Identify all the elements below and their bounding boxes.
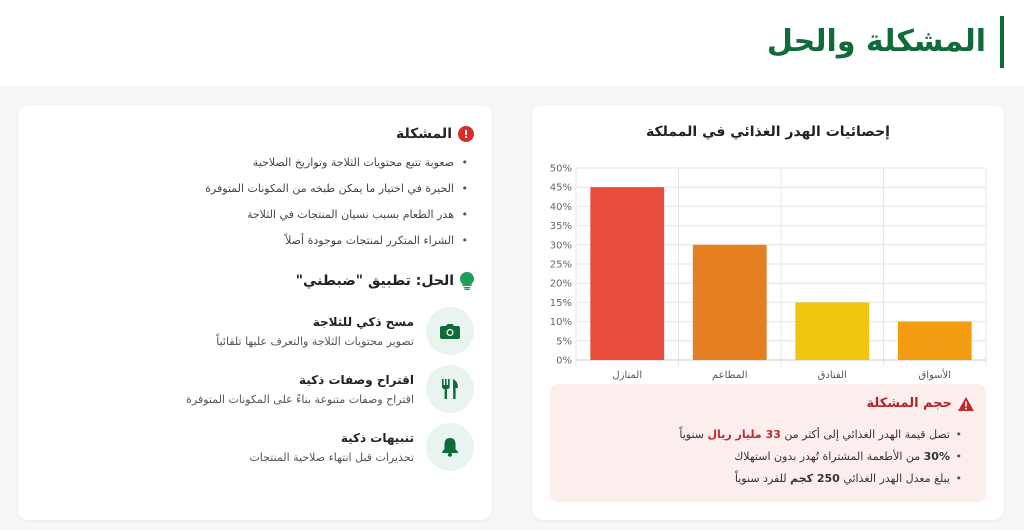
problem-title: المشكلة bbox=[395, 126, 452, 142]
item-text: يبلغ معدل الهدر الغذائي bbox=[839, 472, 950, 485]
list-item bbox=[679, 446, 962, 468]
item-text: تصل قيمة الهدر الغذائي إلى أكثر من bbox=[780, 428, 950, 441]
item-text: للفرد سنوياً bbox=[734, 472, 791, 485]
y-tick-label: 15% bbox=[549, 297, 572, 309]
y-tick-label: 25% bbox=[549, 259, 572, 271]
y-tick-label: 30% bbox=[549, 240, 572, 252]
item-highlight: 250 كجم bbox=[790, 472, 840, 485]
item-highlight: 30% bbox=[923, 450, 950, 463]
problem-list bbox=[205, 150, 468, 254]
y-tick-label: 35% bbox=[549, 221, 572, 233]
feature-text bbox=[249, 431, 414, 464]
feature-alerts bbox=[34, 422, 474, 472]
solution-section-title bbox=[296, 272, 474, 290]
title-wrap bbox=[767, 16, 1004, 68]
x-tick-label: الفنادق bbox=[817, 370, 847, 381]
y-tick-label: 10% bbox=[549, 317, 572, 329]
y-tick-label: 20% bbox=[549, 278, 572, 290]
solution-title: الحل: تطبيق "ضبطني" bbox=[295, 273, 454, 289]
y-tick-label: 45% bbox=[549, 182, 572, 194]
problem-size-list bbox=[679, 424, 962, 490]
problem-section-title bbox=[396, 126, 474, 142]
feature-title: تنبيهات ذكية bbox=[340, 430, 414, 445]
bar-4 bbox=[898, 322, 972, 360]
problem-solution-card bbox=[18, 106, 492, 520]
feature-icon-wrap bbox=[426, 365, 474, 413]
problem-size-title: حجم المشكلة bbox=[866, 396, 952, 411]
list-item bbox=[679, 468, 962, 490]
y-tick-label: 40% bbox=[549, 201, 572, 213]
item-highlight: 33 مليار ريال bbox=[707, 428, 781, 441]
chart-title: إحصائيات الهدر الغذائي في المملكة bbox=[646, 124, 890, 140]
bar-2 bbox=[693, 245, 767, 360]
y-tick-label: 0% bbox=[556, 355, 572, 367]
feature-text bbox=[216, 315, 414, 348]
camera-icon bbox=[440, 323, 460, 339]
feature-title: اقتراح وصفات ذكية bbox=[298, 372, 414, 387]
x-tick-label: الأسواق bbox=[918, 370, 952, 381]
list-item: • صعوبة تتبع محتويات الثلاجة وتواريخ الصلاحية bbox=[205, 150, 468, 176]
list-item bbox=[679, 424, 962, 446]
feature-recipes bbox=[34, 364, 474, 414]
y-tick-label: 5% bbox=[556, 336, 572, 348]
item-text: من الأطعمة المشتراة تُهدر بدون استهلاك bbox=[734, 450, 924, 463]
problem-size-title-row bbox=[867, 396, 975, 411]
feature-icon-wrap bbox=[426, 307, 474, 355]
list-item: • الشراء المتكرر لمنتجات موجودة أصلاً bbox=[205, 228, 468, 254]
page-header bbox=[0, 0, 1024, 86]
x-tick-label: المطاعم bbox=[712, 370, 748, 381]
lightbulb-icon bbox=[460, 272, 474, 290]
problem-size-box bbox=[550, 384, 986, 502]
chart-card bbox=[532, 106, 1004, 520]
y-tick-label: 50% bbox=[549, 163, 572, 175]
bar-3 bbox=[795, 302, 869, 360]
item-text: سنوياً bbox=[679, 428, 708, 441]
list-item: • الحيرة في اختيار ما يمكن طبخه من المكونات المتوفرة bbox=[205, 176, 468, 202]
bell-icon bbox=[441, 437, 459, 457]
feature-smart-scan bbox=[34, 306, 474, 356]
feature-desc: اقتراح وصفات متنوعة بناءً على المكونات المتوفرة bbox=[186, 392, 414, 406]
alert-icon: ! bbox=[458, 126, 474, 142]
bar-1 bbox=[590, 187, 664, 360]
page-title: المشكلة والحل bbox=[766, 24, 986, 59]
warning-icon bbox=[958, 397, 974, 411]
feature-desc: تصوير محتويات الثلاجة والتعرف عليها تلقائياً bbox=[216, 334, 414, 348]
feature-desc: تحذيرات قبل انتهاء صلاحية المنتجات bbox=[249, 450, 414, 464]
bar-chart bbox=[532, 106, 1004, 386]
feature-text bbox=[186, 373, 414, 406]
list-item: • هدر الطعام بسبب نسيان المنتجات في الثلاجة bbox=[205, 202, 468, 228]
feature-title: مسح ذكي للثلاجة bbox=[312, 314, 414, 329]
utensils-icon bbox=[441, 379, 459, 399]
x-tick-label: المنازل bbox=[612, 370, 643, 381]
feature-icon-wrap bbox=[426, 423, 474, 471]
